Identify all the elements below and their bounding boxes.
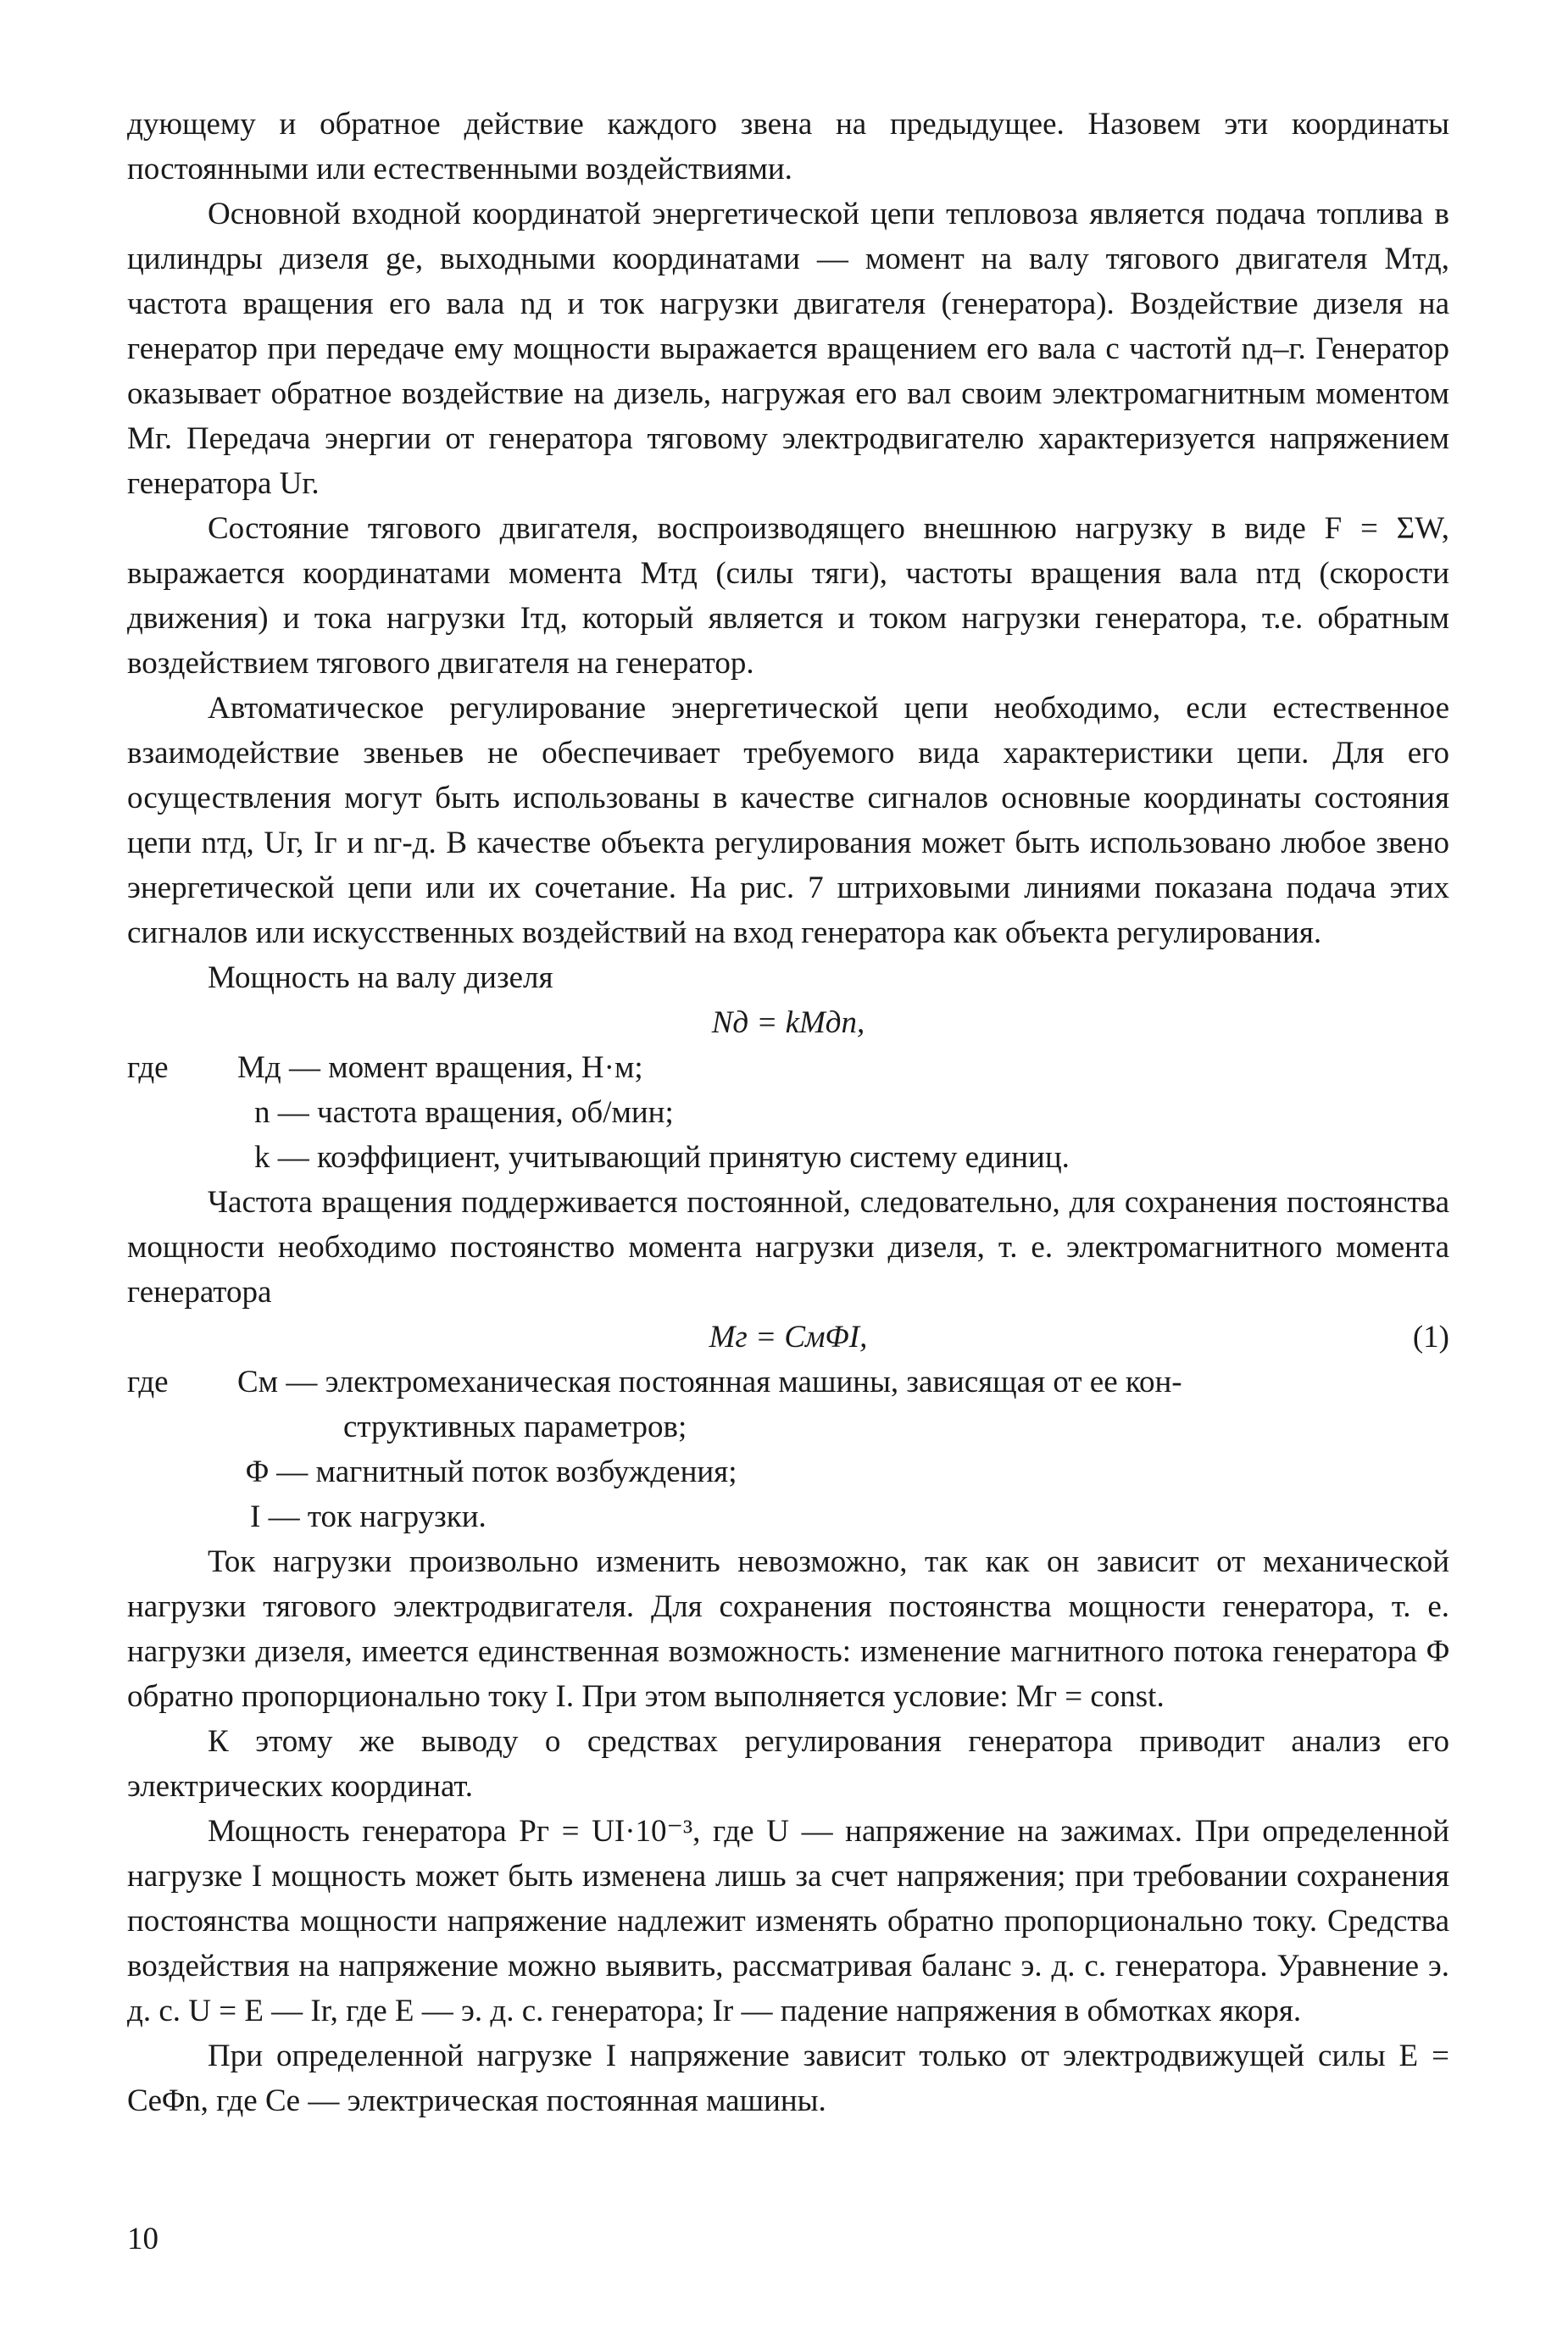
where-block-1 — [127, 1045, 1449, 1180]
paragraph-5: Мощность на валу дизеля — [208, 960, 553, 995]
page-number: 10 — [127, 2222, 158, 2256]
paragraph-4: Автоматическое регулирование энергетической цепи необходимо, если естественное взаимодействие звеньев не обеспечивает требуемого вида характеристики цепи. Для его осуществления могут быть использованы в качестве сигналов основные координаты состояния цепи nтд, Uг, Iг и nг-д. В качестве объекта регулирования может быть использовано любое звено энергетической цепи или их сочетание. На рис. 7 штриховыми линиями показана подача этих сигналов или искусственных воздействий на вход генератора как объекта регулирования. — [127, 691, 1449, 950]
where-item: k — коэффициент, учитывающий принятую систему единиц. — [254, 1140, 1070, 1175]
formula-moment-text: Mг = CмΦI, — [709, 1320, 868, 1355]
paragraph-3: Состояние тягового двигателя, воспроизводящего внешнюю нагрузку в виде F = ΣW, выражается координатами момента Mтд (силы тяги), частоты вращения вала nтд (скорости движения) и тока нагрузки Iтд, который является и током нагрузки генератора, т.е. обратным воздействием тягового двигателя на генератор. — [127, 511, 1449, 681]
where-item: I — ток нагрузки. — [250, 1499, 487, 1534]
paragraph-6: Частота вращения поддерживается постоянной, следовательно, для сохранения постоянства мощности необходимо постоянство момента нагрузки дизеля, т. е. электромагнитного момента генератора — [127, 1185, 1449, 1310]
paragraph-9: Мощность генератора Pг = UI·10⁻³, где U — напряжение на зажимах. При определенной нагрузке I мощность может быть изменена лишь за счет напряжения; при требовании сохранения постоянства мощности напряжение надлежит изменять обратно пропорционально току. Средства воздействия на напряжение можно выявить, рассматривая баланс э. д. с. генератора. Уравнение э. д. с. U = E — Ir, где E — э. д. с. генератора; Ir — падение напряжения в обмотках якоря. — [127, 1814, 1449, 2028]
where-item: структивных параметров; — [343, 1410, 687, 1444]
where-block-2 — [127, 1360, 1449, 1539]
where-item: n — частота вращения, об/мин; — [254, 1095, 674, 1130]
where-label-2: где — [127, 1365, 169, 1399]
where-label-1: где — [127, 1050, 169, 1085]
paragraph-1: дующему и обратное действие каждого звена на предыдущее. Назовем эти координаты постоянными или естественными воздействиями. — [127, 107, 1449, 186]
formula-power-text: Nд = kMдn, — [711, 1005, 865, 1040]
paragraph-7: Ток нагрузки произвольно изменить невозможно, так как он зависит от механической нагрузки тягового электродвигателя. Для сохранения постоянства мощности генератора, т. е. нагрузки дизеля, имеется единственная возможность: изменение магнитного потока генератора Φ обратно пропорционально току I. При этом выполняется условие: Mг = const. — [127, 1544, 1449, 1714]
where-item: Mд — момент вращения, Н·м; — [237, 1050, 643, 1085]
formula-power — [127, 1000, 1449, 1045]
paragraph-10: При определенной нагрузке I напряжение зависит только от электродвижущей силы E = CeΦn, где Ce — электрическая постоянная машины. — [127, 2039, 1449, 2118]
paragraph-2: Основной входной координатой энергетической цепи тепловоза является подача топлива в цилиндры дизеля gе, выходными координатами — момент на валу тягового двигателя Mтд, частота вращения его вала nд и ток нагрузки двигателя (генератора). Воздействие дизеля на генератор при передаче ему мощности выражается вращением его вала с частотй nд–г. Генератор оказывает обратное воздействие на дизель, нагружая его вал своим электромагнитным моментом Mг. Передача энергии от генератора тяговому электродвигателю характеризуется напряжением генератора Uг. — [127, 197, 1449, 501]
page-body — [127, 102, 1449, 2123]
formula-moment — [127, 1315, 1449, 1360]
where-item: Cм — электромеханическая постоянная машины, зависящая от ее кон- — [237, 1365, 1182, 1399]
paragraph-8: К этому же выводу о средствах регулирования генератора приводит анализ его электрических координат. — [127, 1724, 1449, 1804]
where-item: Φ — магнитный поток возбуждения; — [246, 1455, 737, 1489]
formula-number: (1) — [1412, 1320, 1449, 1355]
